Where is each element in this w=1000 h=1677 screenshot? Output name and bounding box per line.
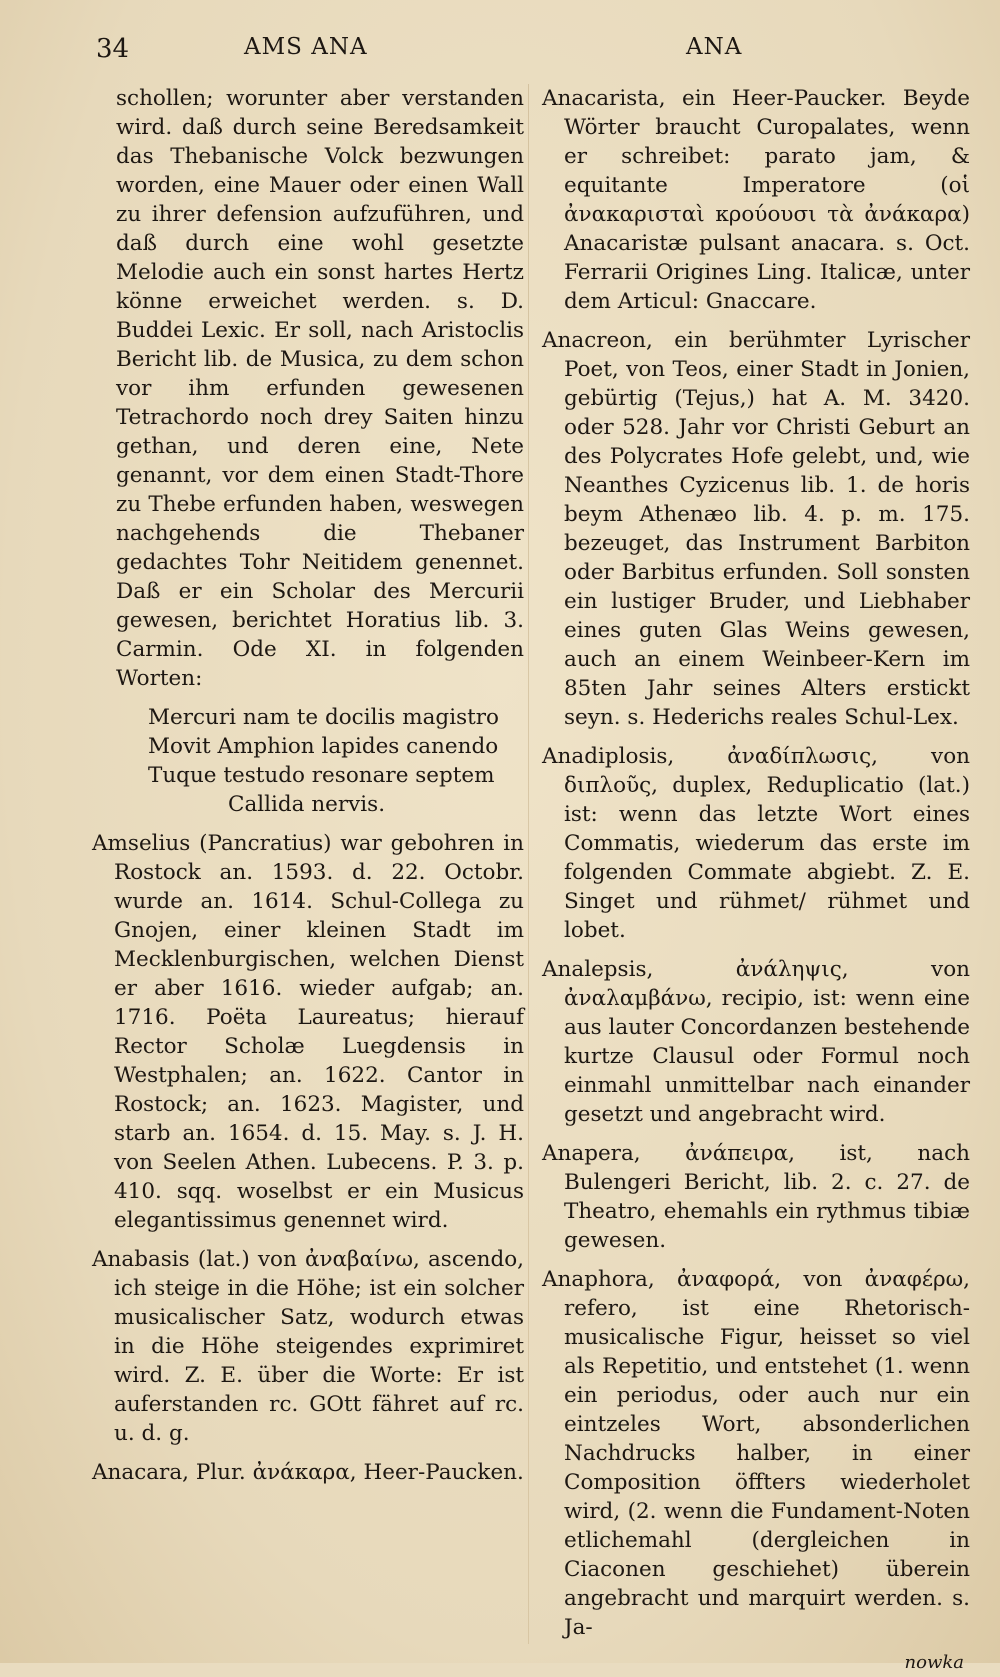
- running-head-right: ANA: [686, 34, 743, 60]
- running-head-left: AMS ANA: [244, 34, 368, 60]
- entry-anadiplosis: Anadiplosis, ἀναδίπλωσις, von διπλοῦς, duplex, Reduplicatio (lat.) ist: wenn das letzte Wort eines Commatis, wiederum das erste im folgenden Commate abgiebt. Z. E. Singet und rühmet/ rühmet und lobet.: [542, 744, 970, 943]
- entry-anacara: Anacara, Plur. ἀνάκαρα, Heer-Paucken.: [92, 1460, 524, 1485]
- page-number: 34: [96, 34, 130, 64]
- entry-amphion-continued: schollen; worunter aber verstanden wird. daß durch seine Beredsamkeit das Thebanische Volck bezwungen worden, eine Mauer oder einen Wall zu ihrer defension aufzuführen, und daß durch eine wohl gesetzte Melodie auch ein sonst hartes Hertz könne erweichet werden. s. D. Buddei Lexic. Er soll, nach Aristoclis Bericht lib. de Musica, zu dem schon vor ihm erfunden gewesenen Tetrachordo noch drey Saiten hinzu gethan, und deren eine, Nete genannt, vor dem einen Stadt-Thore zu Thebe erfunden haben, weswegen nachgehends die Thebaner gedachtes Tohr Neitidem genennet. Daß er ein Scholar des Mercurii gewesen, berichtet Horatius lib. 3. Carmin. Ode XI. in folgenden Worten:: [116, 86, 524, 691]
- catchword: nowka: [904, 1652, 964, 1673]
- right-column: [542, 84, 970, 1677]
- verse-line-1: Mercuri nam te docilis magistro: [148, 705, 499, 730]
- column-separator: [528, 84, 529, 1644]
- left-column: [92, 84, 524, 1497]
- horace-verse: [92, 703, 524, 819]
- entry-anapera: Anapera, ἀνάπειρα, ist, nach Bulengeri Bericht, lib. 2. c. 27. de Theatro, ehemahls ein rythmus tibiæ gewesen.: [542, 1141, 970, 1253]
- verse-line-4: Callida nervis.: [228, 792, 386, 817]
- entry-analepsis: Analepsis, ἀνάληψις, von ἀναλαμβάνω, recipio, ist: wenn eine aus lauter Concordanzen bestehende kurtze Clausul oder Formul noch einmahl unmittelbar nach einander gesetzt und angebracht wird.: [542, 957, 971, 1127]
- entry-anacreon: Anacreon, ein berühmter Lyrischer Poet, von Teos, einer Stadt in Jonien, gebürtig (Tejus,) hat A. M. 3420. oder 528. Jahr vor Christi Geburt an des Polycrates Hofe gelebt, und, wie Neanthes Cyzicenus lib. 1. de horis beym Athenæo lib. 4. p. m. 175. bezeuget, das Instrument Barbiton oder Barbitus erfunden. Soll sonsten ein lustiger Bruder, und Liebhaber eines guten Glas Weins gewesen, auch an einem Weinbeer-Kern im 85ten Jahr seines Alters erstickt seyn. s. Hederichs reales Schul-Lex.: [542, 328, 970, 730]
- verse-line-2: Movit Amphion lapides canendo: [148, 734, 499, 759]
- entry-anacarista: Anacarista, ein Heer-Paucker. Beyde Wörter braucht Curopalates, wenn er schreibet: parato jam, & equitante Imperatore (οἱ ἀνακαρισταὶ κρούουσι τὰ ἀνάκαρα) Anacaristæ pulsant anacara. s. Oct. Ferrarii Origines Ling. Italicæ, unter dem Articul: Gnaccare.: [542, 86, 970, 314]
- entry-amselius: Amselius (Pancratius) war gebohren in Rostock an. 1593. d. 22. Octobr. wurde an. 1614. Schul-Collega zu Gnojen, einer kleinen Stadt im Mecklenburgischen, welchen Dienst er aber 1616. wieder aufgab; an. 1716. Poëta Laureatus; hierauf Rector Scholæ Luegdensis in Westphalen; an. 1622. Cantor in Rostock; an. 1623. Magister, und starb an. 1654. d. 15. May. s. J. H. von Seelen Athen. Lubecens. P. 3. p. 410. sqq. woselbst er ein Musicus elegantissimus genennet wird.: [92, 831, 524, 1233]
- entry-anaphora: Anaphora, ἀναφορά, von ἀναφέρω, refero, ist eine Rhetorisch-musicalische Figur, heisset so viel als Repetitio, und entstehet (1. wenn ein periodus, oder auch nur ein eintzeles Wort, absonderlichen Nachdrucks halber, in einer Composition öffters wiederholet wird, (2. wenn die Fundament-Noten etlichemahl (dergleichen in Ciaconen geschiehet) überein angebracht und marquirt werden. s. Ja-: [542, 1267, 970, 1640]
- verse-line-3: Tuque testudo resonare septem: [148, 763, 495, 788]
- entry-anabasis: Anabasis (lat.) von ἀναβαίνω, ascendo, ich steige in die Höhe; ist ein solcher musicalischer Satz, wodurch etwas in die Höhe steigendes exprimiret wird. Z. E. über die Worte: Er ist auferstanden rc. GOtt fähret auf rc. u. d. g.: [92, 1247, 524, 1446]
